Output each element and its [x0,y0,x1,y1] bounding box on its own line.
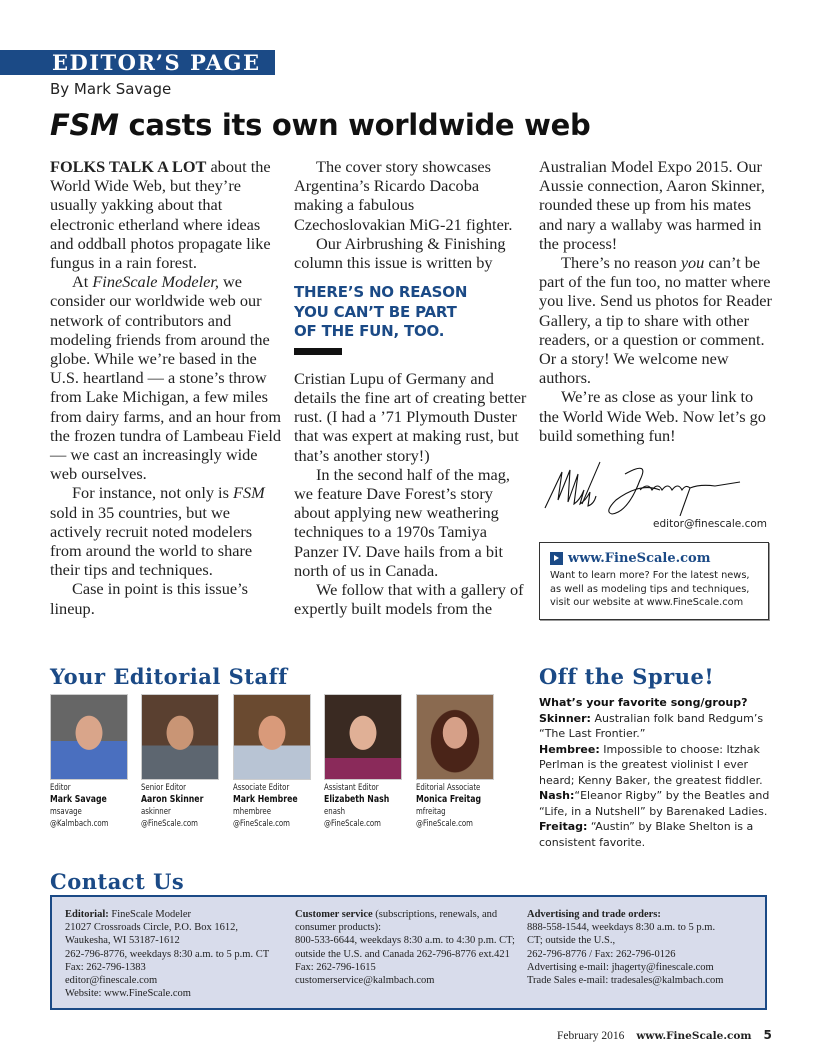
editorial-website-link[interactable]: Website: www.FineScale.com [65,988,191,1000]
staff-photo [141,694,219,780]
paragraph: The cover story showcases Argentina’s Ricardo Dacoba making a fabulous Czechoslovakian MiG-21 fighter. [294,157,513,234]
headline-text: casts its own worldwide web [118,108,591,142]
article-column-1 [50,157,285,618]
issue-date: February 2016 [557,1030,625,1042]
staff-member: Assistant Editor Elizabeth Nash enash @FineScale.com [324,694,409,830]
sprue-answer: Nash:“Eleanor Rigby” by the Beatles and “Life, in a Nutshell” by Barenaked Ladies. [539,789,770,818]
contact-advertising: Advertising and trade orders: 888-558-1544, weekdays 8:30 a.m. to 5 p.m. CT; outside the U.S., 262-796-8776 / Fax: 262-796-0126 Advertising e-mail: jhagerty@finescale.com Trade Sales e-mail: tradesales@kalmbach.com [527,908,762,987]
paragraph: For instance, not only is FSM sold in 35 countries, but we actively recruit noted modelers from around the world to share their tips and techniques. [50,483,265,580]
contact-editorial: Editorial: FineScale Modeler 21027 Crossroads Circle, P.O. Box 1612, Waukesha, WI 53187-1612 262-796-8776, weekdays 8:30 a.m. to 5 p.m. CT Fax: 262-796-1383 editor@finescale.com Website: www.FineScale.com [65,908,295,1000]
pull-quote-rule [294,348,342,355]
article-column-2 [294,157,529,618]
editorial-email-link[interactable]: editor@finescale.com [65,975,158,987]
paragraph: Case in point is this issue’s lineup. [50,579,248,618]
paragraph: There’s no reason you can’t be part of the fun too, no matter where you live. Send us photos for Reader Gallery, a tip to share with other readers, or a question or comment. Or a story! We welcome new authors. [539,253,772,388]
contact-customer-service: Customer service (subscriptions, renewals, and consumer products): 800-533-6644, weekdays 8:30 a.m. to 4:30 p.m. CT; outside the U.S. and Canada 262-796-8776 ext.421 Fax: 262-796-1615 customerservice@kalmbach.com [295,908,527,987]
footer-site: www.FineScale.com [636,1030,752,1042]
staff-member: Editorial Associate Monica Freitag mfreitag @FineScale.com [416,694,501,830]
byline: By Mark Savage [50,80,172,98]
staff-section-title: Your Editorial Staff [50,664,288,689]
contact-section-title: Contact Us [50,869,185,894]
staff-member: Editor Mark Savage msavage @Kalmbach.com [50,694,135,830]
trade-sales-email-link[interactable]: Trade Sales e-mail: tradesales@kalmbach.com [527,975,724,987]
staff-member: Associate Editor Mark Hembree mhembree @FineScale.com [233,694,318,830]
customer-service-email-link[interactable]: customerservice@kalmbach.com [295,975,435,987]
staff-photo [50,694,128,780]
paragraph: We’re as close as your link to the World Wide Web. Now let’s go build something fun! [539,387,766,445]
signature-image [540,460,760,520]
sprue-answer: Skinner: Australian folk band Redgum’s “The Last Frontier.” [539,711,764,740]
section-label: EDITOR’S PAGE [52,50,261,75]
page-footer [557,1028,772,1042]
lead-in: FOLKS TALK A LOT [50,157,207,176]
article-column-3 [539,157,774,445]
staff-photo [233,694,311,780]
sprue-section-title: Off the Sprue! [539,664,715,689]
editor-email-link[interactable]: editor@finescale.com [653,518,767,530]
cursor-icon [550,552,563,565]
sprue-qa [539,695,779,850]
website-promo-box [539,542,769,620]
paragraph: Cristian Lupu of Germany and details the fine art of creating better rust. (I had a ’71 Plymouth Duster that was expert at making rust, but that’s another story!) [294,368,527,465]
staff-photo [416,694,494,780]
website-link[interactable]: www.FineScale.com [568,551,711,566]
sprue-answer: Hembree: Impossible to choose: Itzhak Perlman is the greatest violinist I ever heard; Kenny Baker, the greatest fiddler. [539,742,763,787]
website-promo-text: Want to learn more? For the latest news, as well as modeling tips and techniques, visit our website at www.FineScale.com [550,570,750,608]
headline [50,108,590,142]
paragraph: We follow that with a gallery of expertly built models from the [294,579,524,619]
staff-photo [324,694,402,780]
sprue-question: What’s your favorite song/group? [539,696,748,709]
advertising-email-link[interactable]: Advertising e-mail: jhagerty@finescale.com [527,961,714,973]
paragraph: At FineScale Modeler, we consider our worldwide web our network of contributors and modeling friends from around the globe. While we’re based in the U.S. heartland — a stone’s throw from Lake Michigan, a few miles from dairy farms, and an hour from the frozen tundra of Lambeau Field — we cast an increasingly wide web ourselves. [50,272,282,484]
headline-em: FSM [50,108,119,142]
section-banner [0,50,275,75]
contact-box [50,895,767,1010]
staff-member: Senior Editor Aaron Skinner askinner @FineScale.com [141,694,226,830]
sprue-answer: Freitag: “Austin” by Blake Shelton is a consistent favorite. [539,820,754,849]
paragraph: FOLKS TALK A LOT about the World Wide Web, but they’re usually yakking about that electronic etherland where ideas and oddball photos propagate like fungus in a rain forest. [50,157,271,273]
paragraph: In the second half of the mag, we feature Dave Forest’s story about applying new weathering techniques to a 1970s Tamiya Panzer IV. Dave hails from a bit north of us in Canada. [294,464,510,580]
paragraph: Our Airbrushing & Finishing column this issue is written by [294,233,506,273]
pull-quote: THERE’S NO REASON YOU CAN’T BE PART OF THE FUN, TOO. [294,283,468,341]
page-number: 5 [763,1028,772,1042]
paragraph: Australian Model Expo 2015. Our Aussie connection, Aaron Skinner, rounded these up from his mates and nary a wallaby was harmed in the process! [539,157,765,253]
